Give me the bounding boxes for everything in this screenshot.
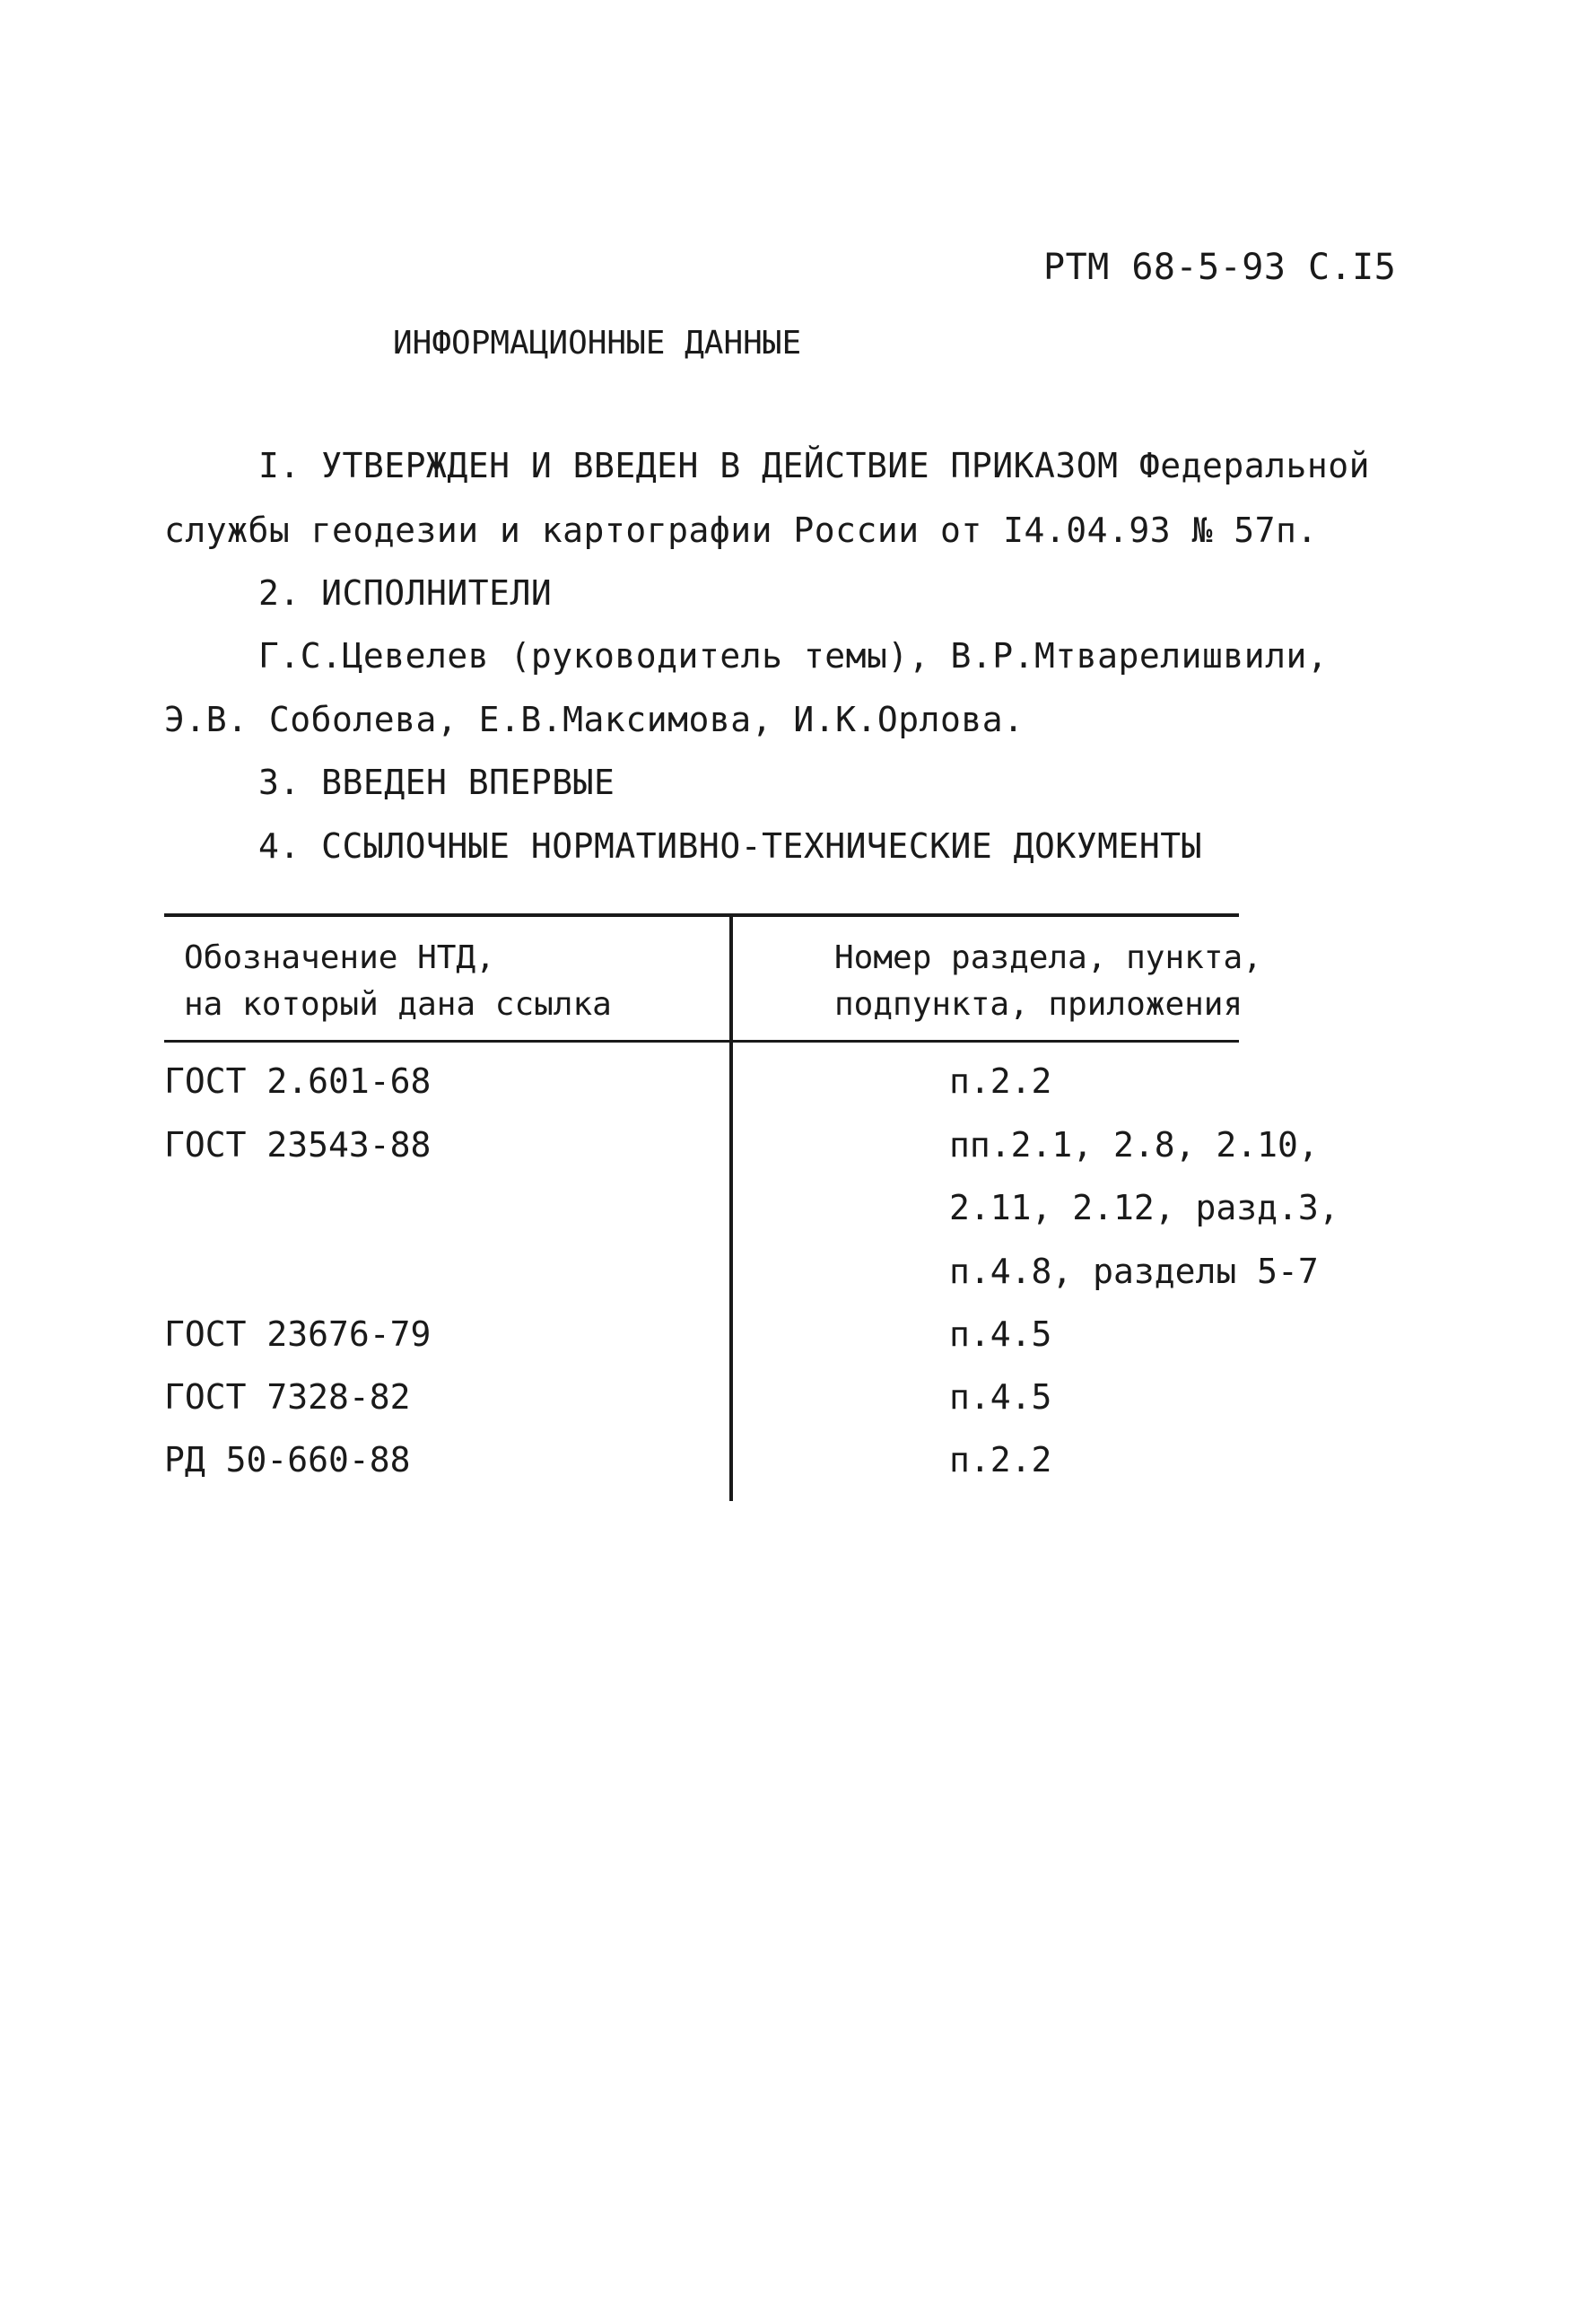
table-row-ref: п.2.2 <box>949 1061 1052 1101</box>
paragraph-4: 4. ССЫЛОЧНЫЕ НОРМАТИВНО-ТЕХНИЧЕСКИЕ ДОКУМЕНТЫ <box>258 826 1203 866</box>
header-left-line-1: Обозначение НТД, <box>184 939 495 976</box>
table-header-rule <box>164 1040 1239 1043</box>
table-row-doc: ГОСТ 2.601-68 <box>164 1061 432 1101</box>
header-right-line-2: подпункта, приложения <box>834 986 1243 1023</box>
header-left-line-2: на который дана ссылка <box>184 986 612 1023</box>
table-row-doc: ГОСТ 23676-79 <box>164 1314 432 1354</box>
header-right-line-1: Номер раздела, пункта, <box>834 939 1262 976</box>
paragraph-2-line-1: Г.С.Цевелев (руководитель темы), В.Р.Мтварелишвили, <box>258 636 1329 676</box>
table-row-doc: ГОСТ 23543-88 <box>164 1125 432 1165</box>
paragraph-1-line-2: службы геодезии и картографии России от I4.04.93 № 57п. <box>164 511 1318 550</box>
table-row-doc: РД 50-660-88 <box>164 1440 411 1480</box>
paragraph-1-line-1: I. УТВЕРЖДЕН И ВВЕДЕН В ДЕЙСТВИЕ ПРИКАЗОМ Федеральной <box>258 446 1371 485</box>
document-reference: РТМ 68-5-93 С.I5 <box>1043 247 1397 288</box>
table-row-ref: п.4.8, разделы 5-7 <box>949 1252 1319 1291</box>
table-row-ref: пп.2.1, 2.8, 2.10, <box>949 1125 1319 1165</box>
table-row-ref: 2.11, 2.12, разд.3, <box>949 1188 1339 1227</box>
table-column-divider <box>729 913 733 1501</box>
table-row-ref: п.2.2 <box>949 1440 1052 1480</box>
page-title: ИНФОРМАЦИОННЫЕ ДАННЫЕ <box>393 325 802 362</box>
table-top-rule <box>164 913 1239 917</box>
table-row-ref: п.4.5 <box>949 1314 1052 1354</box>
paragraph-2-heading: 2. ИСПОЛНИТЕЛИ <box>258 573 553 613</box>
paragraph-2-line-2: Э.В. Соболева, Е.В.Максимова, И.К.Орлова. <box>164 700 1025 739</box>
paragraph-3: 3. ВВЕДЕН ВПЕРВЫЕ <box>258 763 615 802</box>
table-row-doc: ГОСТ 7328-82 <box>164 1377 411 1417</box>
table-row-ref: п.4.5 <box>949 1377 1052 1417</box>
